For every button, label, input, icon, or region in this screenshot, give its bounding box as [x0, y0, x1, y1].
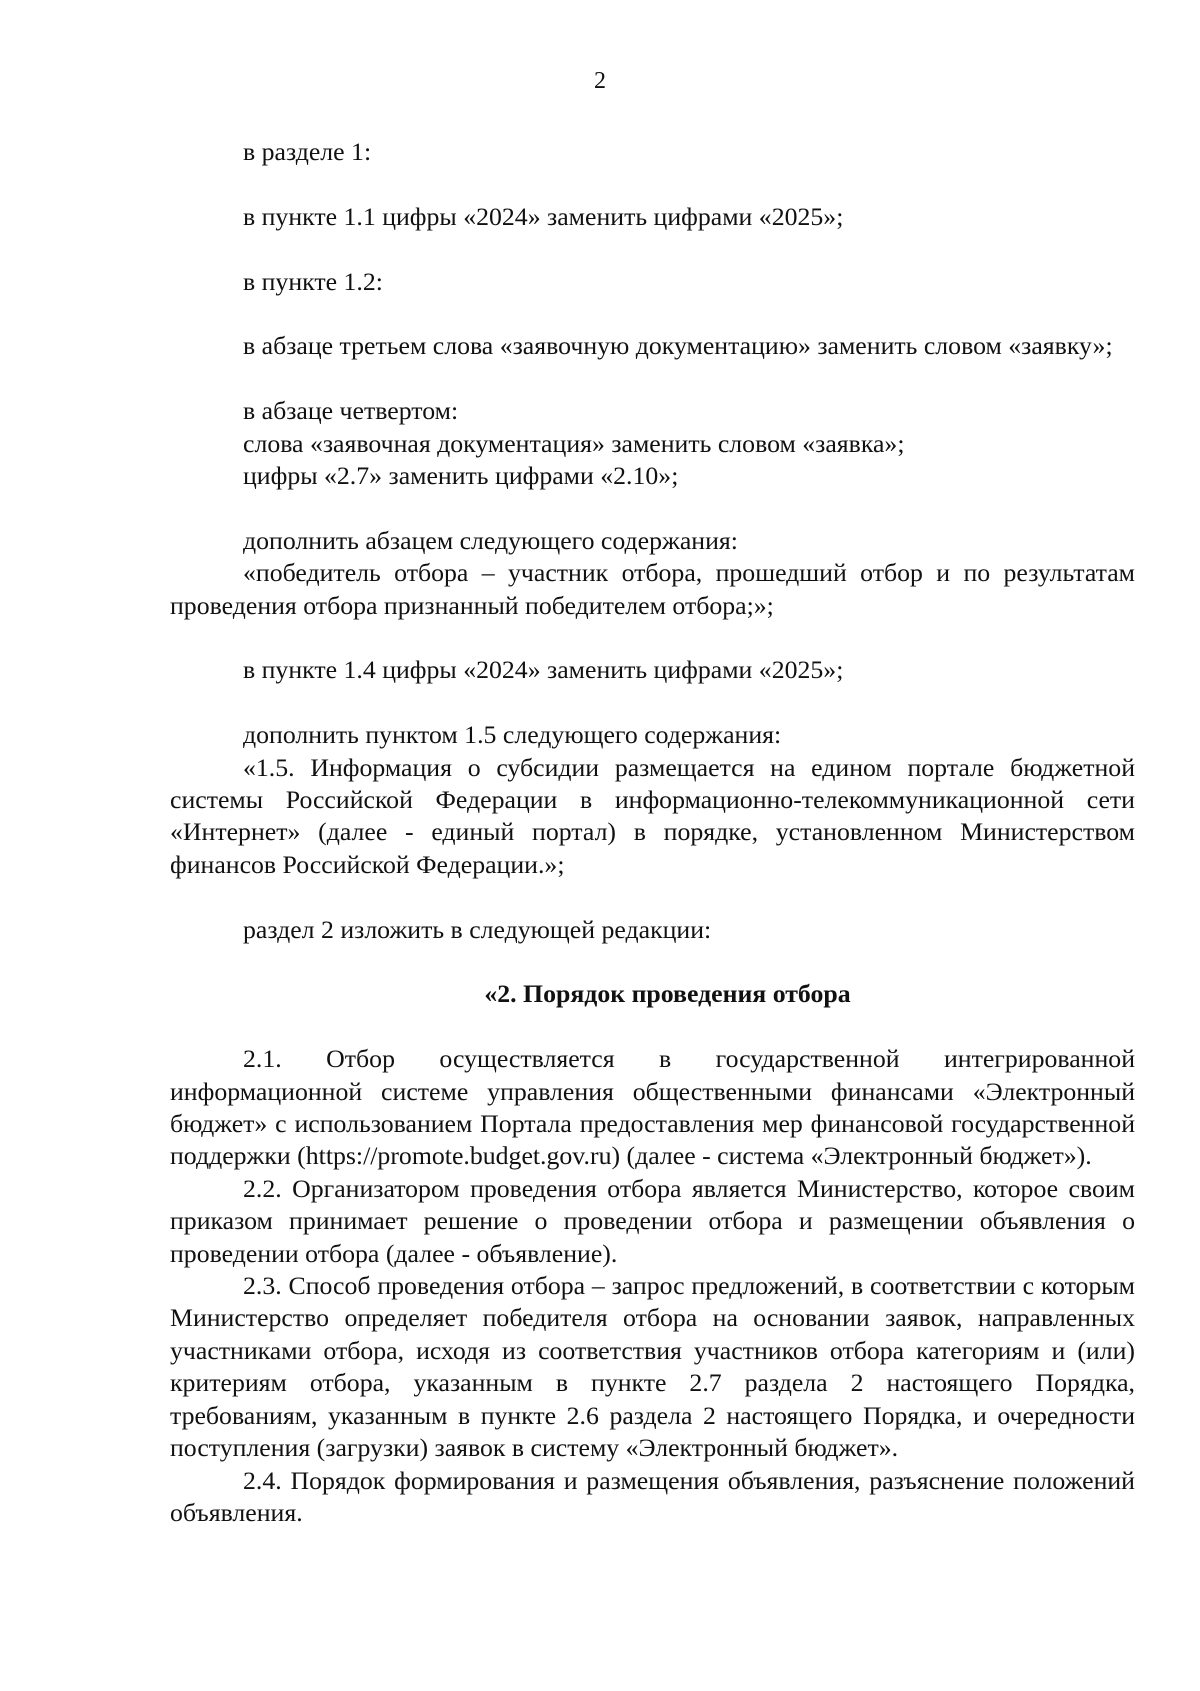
paragraph-item-1-2: в пункте 1.2: [243, 266, 383, 296]
paragraph-2-2: 2.2. Организатором проведения отбора является Министерство, которое своим приказом принимает решение о проведении отбора и размещении объявления о проведении отбора (далее - объявление). [170, 1173, 1135, 1268]
section-heading: «2. Порядок проведения отбора [484, 979, 851, 1009]
paragraph-2-3: 2.3. Способ проведения отбора – запрос предложений, в соответствии с которым Министерство определяет победителя отбора на основании заявок, направленных участниками отбора, исходя из соответствия участников отбора категориям и (или) критериям отбора, указанным в пункте 2.7 раздела 2 настоящего Порядка, требованиям, указанным в пункте 2.6 раздела 2 настоящего Порядка, и очередности поступления (загрузки) заявок в систему «Электронный бюджет». [170, 1271, 1135, 1463]
paragraph-item-1-5-text: «1.5. Информация о субсидии размещается на едином портале бюджетной системы Российской Федерации в информационно-телекоммуникационной сети «Интернет» (далее - единый портал) в порядке, установленном Министерством финансов Российской Федерации.»; [170, 752, 1135, 879]
paragraph-2-4: 2.4. Порядок формирования и размещения объявления, разъяснение положений объявления. [170, 1465, 1135, 1527]
paragraph-add-item-1-5: дополнить пунктом 1.5 следующего содержания: [243, 720, 782, 750]
paragraph-winner-definition: «победитель отбора – участник отбора, прошедший отбор и по результатам проведения отбора признанный победителем отбора;»; [170, 558, 1135, 620]
paragraph-words-replace: слова «заявочная документация» заменить словом «заявка»; [243, 428, 905, 458]
document-body [170, 136, 1135, 1529]
paragraph-digits-replace: цифры «2.7» заменить цифрами «2.10»; [243, 461, 679, 490]
paragraph-2-1: 2.1. Отбор осуществляется в государственной интегрированной информационной системе управления общественными финансами «Электронный бюджет» с использованием Портала предоставления мер финансовой государственной поддержки (https://promote.budget.gov.ru) (далее - система «Электронный бюджет»). [170, 1044, 1135, 1171]
paragraph-item-1-1: в пункте 1.1 цифры «2024» заменить цифрами «2025»; [243, 201, 844, 231]
page-number: 2 [594, 68, 606, 94]
paragraph-section-2-intro: раздел 2 изложить в следующей редакции: [243, 914, 712, 944]
paragraph-item-1-4: в пункте 1.4 цифры «2024» заменить цифрами «2025»; [243, 655, 844, 685]
paragraph-third-abzac: в абзаце третьем слова «заявочную документацию» заменить словом «заявку»; [243, 331, 1113, 361]
paragraph-fourth-abzac: в абзаце четвертом: [243, 396, 459, 426]
paragraph-section-1: в разделе 1: [243, 137, 372, 166]
paragraph-add-abzac: дополнить абзацем следующего содержания: [243, 525, 738, 555]
